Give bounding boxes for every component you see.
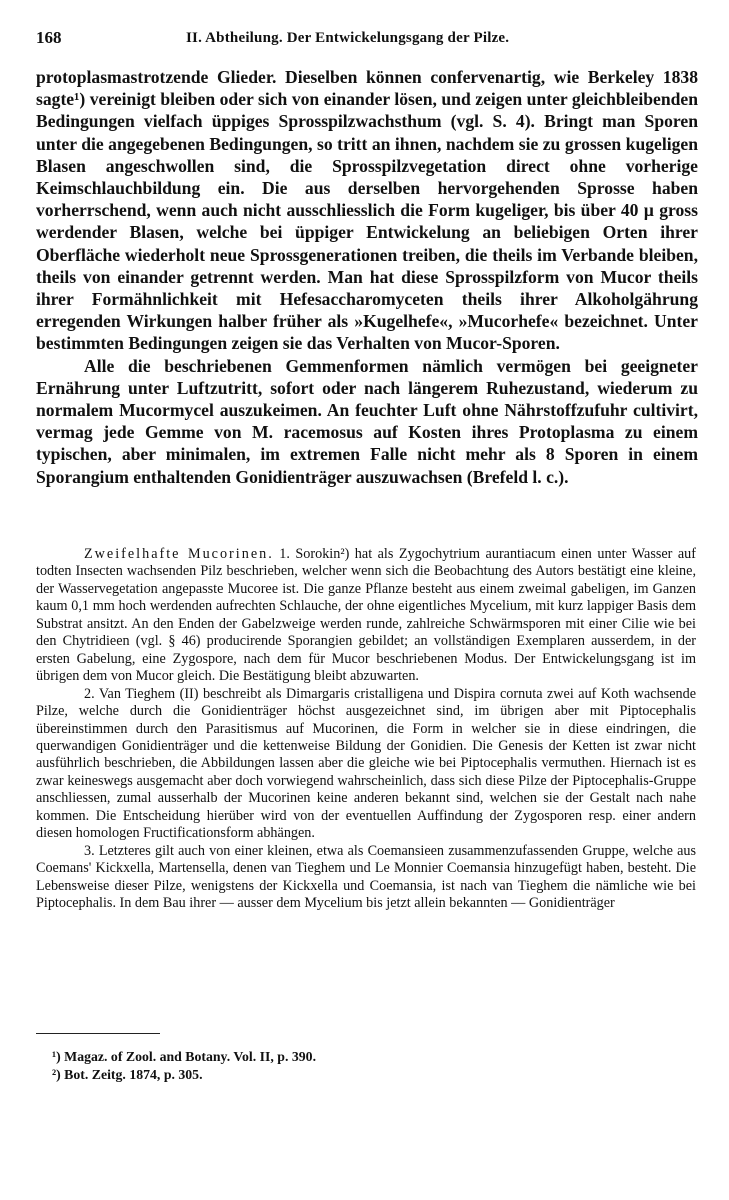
small-paragraph-1	[36, 546, 696, 686]
paragraph-1: protoplasmastrotzende Glieder. Dieselben können confervenartig, wie Berkeley 1838 sagte¹) vereinigt bleiben oder sich von einander lösen, und zeigen unter gleichbleibenden Bedingungen vielfach üppiges Sprosspilzwachsthum (vgl. S. 4). Bringt man Sporen unter die angegebenen Bedingungen, so tritt an ihnen, nachdem sie zu grossen kugeligen Blasen angeschwollen sind, die Sprosspilzvegetation direct ohne vorherige Keimschlauchbildung ein. Die aus derselben hervorgehenden Sprosse haben vorherrschend, wenn auch nicht ausschliesslich die Form kugeliger, bis über 40 µ gross werdender Blasen, welche bei üppiger Entwickelung an beliebigen Orten ihrer Oberfläche wiederholt neue Sprossgenerationen treiben, die theils im Verbande bleiben, theils von einander getrennt werden. Man hat diese Sprosspilzform von Mucor theils ihrer Formähnlichkeit mit Hefesaccharomyceten theils ihrer Alkoholgährung erregenden Wirkungen halber früher als »Kugelhefe«, »Mucorhefe« bezeichnet. Unter bestimmten Bedingungen zeigen sie das Verhalten von Mucor-Sporen.	[36, 67, 698, 354]
small-paragraph-1-text: 1. Sorokin²) hat als Zygochytrium aurantiacum einen unter Wasser auf todten Insecten wachsenden Pilz beschrieben, welcher wenn sich die Beobachtung des Autors bestätigt eine kleine, der Wasservegetation angepasste Mucoree ist. Die ganze Pflanze besteht aus einem zweimal gabeligen, im Ganzen kaum 0,1 mm hoch werdenden aufrechten Schlauche, der ohne eigentliches Mycelium, mit kurz lappiger Basis dem Substrat ansitzt. An den Enden der Gabelzweige werden runde, zahlreiche Schwärmsporen mit einer Cilie wie bei den Chytridieen (vgl. § 46) producirende Sporangien gebildet; an vollständigen Exemplaren ausserdem, in der ersten Gabelung, eine Zygospore, nach dem für Mucor beschriebenen Modus. Der Entwickelungsgang ist im übrigen dem von Mucor gleich. Die Bestätigung bleibt abzuwarten.	[36, 546, 696, 685]
small-print-section	[36, 546, 696, 913]
page-header	[36, 28, 696, 50]
footnotes	[52, 1048, 692, 1084]
footnote-2: ²) Bot. Zeitg. 1874, p. 305.	[52, 1067, 203, 1082]
footnote-1: ¹) Magaz. of Zool. and Botany. Vol. II, p. 390.	[52, 1049, 317, 1064]
paragraph-2: Alle die beschriebenen Gemmenformen nämlich vermögen bei geeigneter Ernährung unter Luftzutritt, sofort oder nach längerem Ruhezustand, wiederum zu normalem Mucormycel auszukeimen. An feuchter Luft ohne Nährstoffzufuhr cultivirt, vermag jede Gemme von M. racemosus auf Kosten ihres Protoplasma zu einem typischen, aber minimalen, im extremen Falle nicht mehr als 8 Sporen in einem Sporangium enthaltenden Gonidienträger auszuwachsen (Brefeld l. c.).	[36, 355, 698, 487]
page-number: 168	[36, 28, 62, 47]
running-title: II. Abtheilung. Der Entwickelungsgang der Pilze.	[186, 30, 510, 46]
section-heading: Zweifelhafte Mucorinen.	[84, 546, 274, 562]
main-text	[36, 66, 698, 488]
small-paragraph-3: 3. Letzteres gilt auch von einer kleinen, etwa als Coemansieen zusammenzufassenden Gruppe, welche aus Coemans' Kickxella, Martensella, denen van Tieghem und Le Monnier Coemansia hinzugefügt haben, besteht. Die Lebensweise dieser Pilze, wenigstens der Kickxella und Coemansia, ist nach van Tieghem die nämliche wie bei Piptocephalis. In dem Bau ihrer — ausser dem Mycelium bis jetzt allein bekannten — Gonidienträger	[36, 842, 696, 912]
small-paragraph-2: 2. Van Tieghem (II) beschreibt als Dimargaris cristalligena und Dispira cornuta zwei auf Koth wachsende Pilze, welche durch die Gonidienträger höchst ausgezeichnet sind, im übrigen aber mit Piptocephalis übereinstimmen durch den Parasitismus auf Mucorinen, die Form in welcher sie in diese eindringen, die querwandigen Gonidienträger und die kettenweise Bildung der Gonidien. Die Genesis der Ketten ist zwar nicht ausführlich beschrieben, die Abbildungen lassen aber die gleiche wie bei Piptocephalis vermuthen. Hiernach ist es zwar keineswegs ausgemacht aber doch vorwiegend wahrscheinlich, dass sich diese Pilze der Piptocephalis-Gruppe anschliessen, zumal ausserhalb der Mucorinen keine anderen bekannt sind, welchen sie der Gestalt nach nahe kommen. Die Entscheidung hierüber wird von der eventuellen Auffindung der Zygosporen resp. einer andern diesen homologen Fructificationsform abhängen.	[36, 685, 696, 842]
footnote-divider	[36, 1033, 160, 1034]
